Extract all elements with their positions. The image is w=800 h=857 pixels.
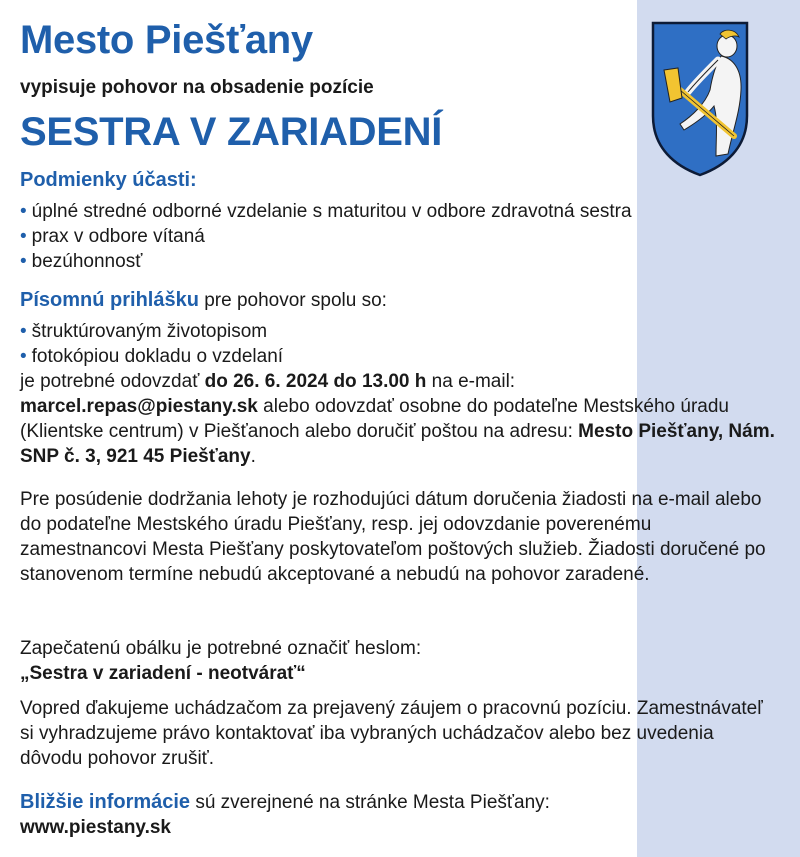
application-heading: Písomnú prihlášku <box>20 289 199 311</box>
more-info-heading: Bližšie informácie <box>20 791 191 813</box>
more-info-section: Bližšie informácie sú zverejnené na stránke Mesta Piešťany: www.piestany.sk <box>20 790 780 840</box>
bullet-icon: • <box>20 251 27 272</box>
envelope-section <box>20 636 780 686</box>
bullet-icon: • <box>20 201 27 222</box>
list-item: • prax v odbore vítaná <box>20 226 205 247</box>
conditions-section <box>20 168 780 274</box>
conditions-list <box>20 199 780 274</box>
coat-of-arms-icon <box>650 20 750 177</box>
deadline-note: Pre posúdenie dodržania lehoty je rozhodujúci dátum doručenia žiadosti na e-mail alebo do podateľne Mestského úradu Piešťany, resp. jej odovzdanie poverenému zamestnancovi Mesta Piešťany poskytovateľom poštových služieb. Žiadosti doručené po stanovenom termíne nebudú akceptované a nebudú na pohovor zaradené. <box>20 489 766 585</box>
application-section: Písomnú prihlášku pre pohovor spolu so: • štruktúrovaným životopisom • fotokópiou dokladu o vzdelaní je potrebné odovzdať do 26. 6. 2024 do 13.00 h na e-mail: marcel.repas@piestany.sk alebo odovzdať osobne do podateľne Mestského úradu (Klientske centrum) v Piešťanoch alebo doručiť poštou na adresu: Mesto Piešťany, Nám. SNP č. 3, 921 45 Piešťany. <box>20 288 780 469</box>
email-link[interactable]: marcel.repas@piestany.sk <box>20 396 258 417</box>
page-title: Mesto Piešťany <box>20 18 313 62</box>
list-item: • úplné stredné odborné vzdelanie s maturitou v odbore zdravotná sestra <box>20 201 632 222</box>
position-title: SESTRA V ZARIADENÍ <box>20 110 443 154</box>
application-list <box>20 319 780 369</box>
bullet-icon: • <box>20 346 27 367</box>
application-text: je potrebné odovzdať do 26. 6. 2024 do 13.00 h na e-mail: marcel.repas@piestany.sk alebo odovzdať osobne do podateľne Mestského úradu (Klientske centrum) v Piešťanoch alebo doručiť poštou na adresu: Mesto Piešťany, Nám. SNP č. 3, 921 45 Piešťany. <box>20 371 775 467</box>
conditions-heading: Podmienky účasti: <box>20 169 197 191</box>
page-subtitle: vypisuje pohovor na obsadenie pozície <box>20 77 374 98</box>
envelope-password: „Sestra v zariadení - neotvárať“ <box>20 663 306 684</box>
envelope-text: Zapečatenú obálku je potrebné označiť heslom: <box>20 638 422 659</box>
thanks-section: Vopred ďakujeme uchádzačom za prejavený záujem o pracovnú pozíciu. Zamestnávateľ si vyhradzujeme právo kontaktovať iba vybraných uchádzačov alebo bez uvedenia dôvodu pohovor zrušiť. <box>20 698 763 769</box>
bullet-icon: • <box>20 321 27 342</box>
list-item: • fotokópiou dokladu o vzdelaní <box>20 346 284 367</box>
deadline: do 26. 6. 2024 do 13.00 h <box>204 371 427 392</box>
postal-address: Mesto Piešťany, Nám. SNP č. 3, 921 45 Piešťany <box>20 421 775 467</box>
list-item: • bezúhonnosť <box>20 251 143 272</box>
list-item: • štruktúrovaným životopisom <box>20 321 268 342</box>
bullet-icon: • <box>20 226 27 247</box>
website-link[interactable]: www.piestany.sk <box>20 817 171 838</box>
